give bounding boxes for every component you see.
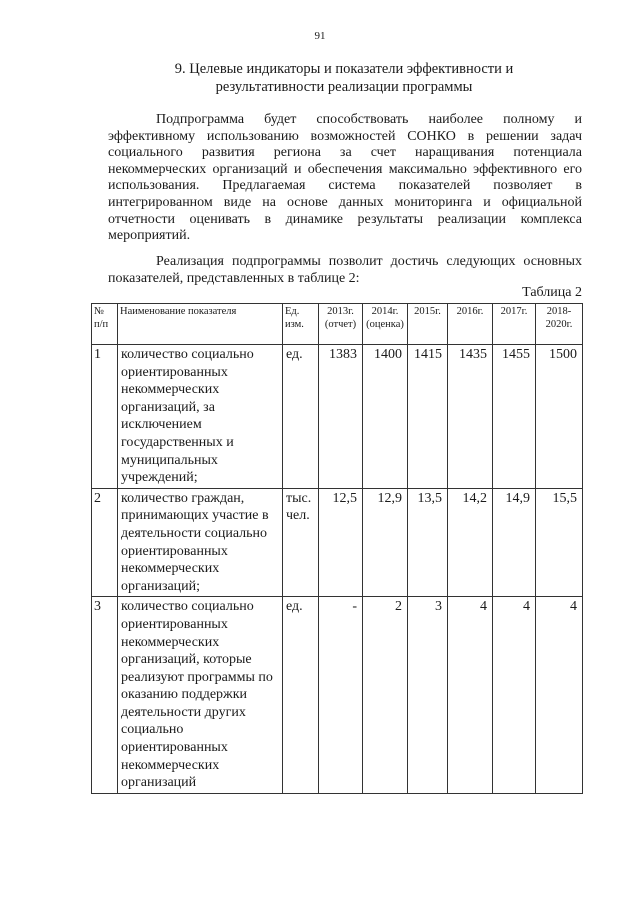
cell-2014: 1400: [363, 345, 408, 489]
page-number: 91: [314, 30, 326, 42]
cell-name: количество граждан, принимающих участие в деятельности социально ориентированных некоммерческих организаций;: [118, 488, 283, 597]
cell-2013: 12,5: [319, 488, 363, 597]
cell-2013: 1383: [319, 345, 363, 489]
section-heading: [150, 60, 538, 96]
header-2017: 2017г.: [493, 304, 536, 345]
paragraph-line: некоммерческих организаций и обеспечения максимально эффективного его: [108, 161, 582, 177]
header-2016: 2016г.: [448, 304, 493, 345]
indicators-table: [91, 303, 583, 794]
cell-name: количество социально ориентированных некоммерческих организаций, за исключением государственных и муниципальных учреждений;: [118, 345, 283, 489]
header-unit: Ед. изм.: [283, 304, 319, 345]
cell-2015: 13,5: [408, 488, 448, 597]
cell-num: 3: [92, 597, 118, 794]
cell-num: 2: [92, 488, 118, 597]
paragraph-line: мероприятий.: [108, 228, 191, 244]
header-2015: 2015г.: [408, 304, 448, 345]
cell-2015: 1415: [408, 345, 448, 489]
table-caption: Таблица 2: [522, 285, 582, 300]
paragraph-line: эффективному использованию возможностей СОНКО в решении задач: [108, 128, 582, 144]
cell-2016: 4: [448, 597, 493, 794]
cell-2016: 14,2: [448, 488, 493, 597]
table-row: [92, 488, 583, 597]
cell-2013: -: [319, 597, 363, 794]
cell-2017: 4: [493, 597, 536, 794]
header-2013: 2013г. (отчет): [319, 304, 363, 345]
cell-2016: 1435: [448, 345, 493, 489]
table-header-row: [92, 304, 583, 345]
cell-unit: тыс. чел.: [283, 488, 319, 597]
paragraph-effectiveness: [108, 112, 582, 245]
paragraph-line: Подпрограмма будет способствовать наиболее полному и: [156, 112, 582, 127]
section-heading-line: 9. Целевые индикаторы и показатели эффективности и: [174, 61, 514, 77]
header-name: Наименование показателя: [118, 304, 283, 345]
cell-2017: 1455: [493, 345, 536, 489]
cell-unit: ед.: [283, 597, 319, 794]
paragraph-line: отчетности оценивать в динамике результаты реализации комплекса: [108, 211, 582, 227]
paragraph-line: использования. Предлагаемая система показателей позволяет в: [108, 178, 582, 194]
cell-2018-2020: 1500: [536, 345, 583, 489]
cell-2014: 2: [363, 597, 408, 794]
paragraph-line: Реализация подпрограммы позволит достичь следующих основных: [156, 254, 582, 269]
header-num: № п/п: [92, 304, 118, 345]
table-row: [92, 345, 583, 489]
header-2018-2020: 2018-2020г.: [536, 304, 583, 345]
cell-unit: ед.: [283, 345, 319, 489]
header-2014: 2014г. (оценка): [363, 304, 408, 345]
paragraph-line: социального развития региона за счет наращивания потенциала: [108, 145, 582, 161]
section-heading-line: результативности реализации программы: [215, 79, 473, 95]
table-row: [92, 597, 583, 794]
cell-2017: 14,9: [493, 488, 536, 597]
cell-2018-2020: 15,5: [536, 488, 583, 597]
paragraph-targets: [108, 254, 582, 287]
cell-name: количество социально ориентированных некоммерческих организаций, которые реализуют программы по оказанию поддержки деятельности других социально ориентированных некоммерческих организаций: [118, 597, 283, 794]
cell-2015: 3: [408, 597, 448, 794]
cell-2018-2020: 4: [536, 597, 583, 794]
paragraph-line: интегрированном виде на основе данных мониторинга и официальной: [108, 194, 582, 210]
cell-2014: 12,9: [363, 488, 408, 597]
cell-num: 1: [92, 345, 118, 489]
paragraph-line: показателей, представленных в таблице 2:: [108, 270, 360, 286]
